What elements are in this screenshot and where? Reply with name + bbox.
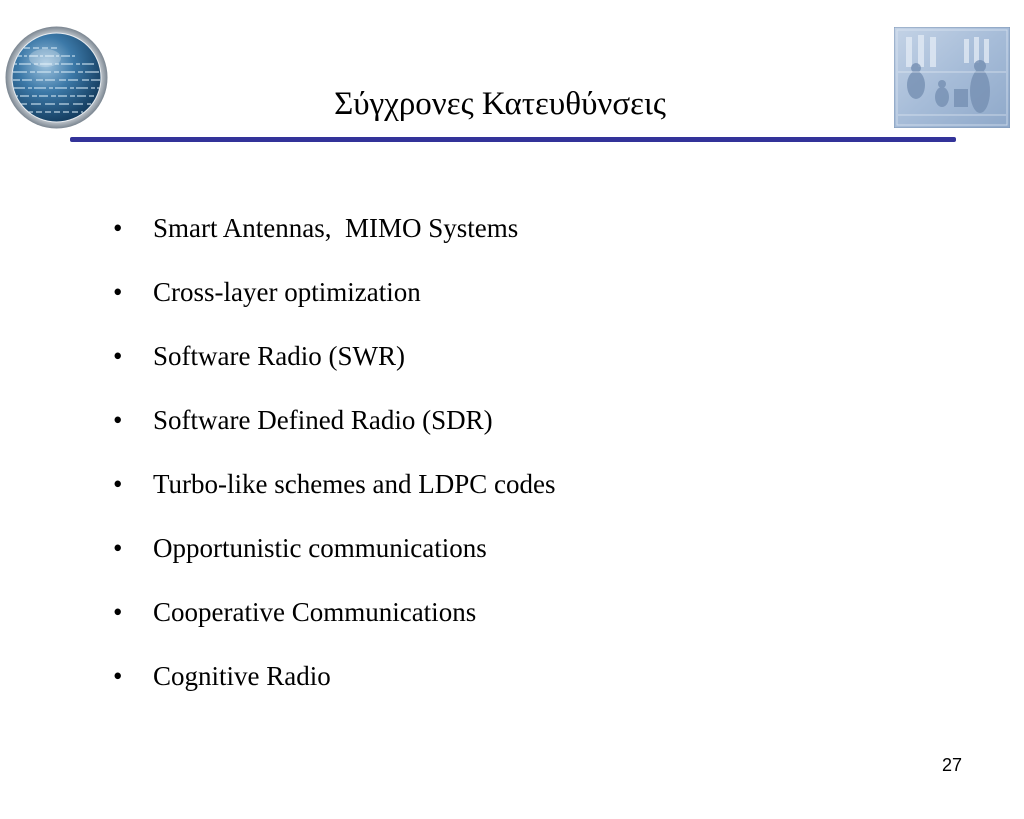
globe-logo-icon — [5, 26, 108, 129]
bullet-text: Cross-layer optimization — [153, 277, 421, 307]
slide-title: Σύγχρονες Κατευθύνσεις — [334, 86, 666, 122]
bullet-text: Software Radio (SWR) — [153, 341, 405, 371]
bullet-text: Turbo-like schemes and LDPC codes — [153, 469, 556, 499]
bullet-icon: • — [113, 533, 123, 563]
bullet-icon: • — [113, 405, 123, 435]
bullet-text: Software Defined Radio (SDR) — [153, 405, 493, 435]
bullet-icon: • — [113, 597, 123, 627]
list-item — [113, 273, 421, 337]
bullet-text: Cooperative Communications — [153, 597, 477, 627]
title-divider — [70, 137, 956, 142]
list-item — [113, 657, 331, 721]
page-number: 27 — [941, 755, 962, 775]
list-item — [113, 337, 405, 401]
list-item — [113, 401, 493, 465]
bullet-icon: • — [113, 213, 123, 243]
bullet-icon: • — [113, 341, 123, 371]
bullet-text: Cognitive Radio — [153, 661, 331, 691]
bullet-icon: • — [113, 277, 123, 307]
bullet-text: Opportunistic communications — [153, 533, 487, 563]
bullet-icon: • — [113, 469, 123, 499]
list-item — [113, 465, 556, 529]
list-item — [113, 529, 487, 593]
list-item — [113, 209, 519, 273]
bullet-list — [113, 209, 556, 721]
bullet-text: Smart Antennas, MIMO Systems — [153, 213, 519, 243]
stone-relief-image — [894, 27, 1010, 128]
list-item — [113, 593, 477, 657]
bullet-icon: • — [113, 661, 123, 691]
